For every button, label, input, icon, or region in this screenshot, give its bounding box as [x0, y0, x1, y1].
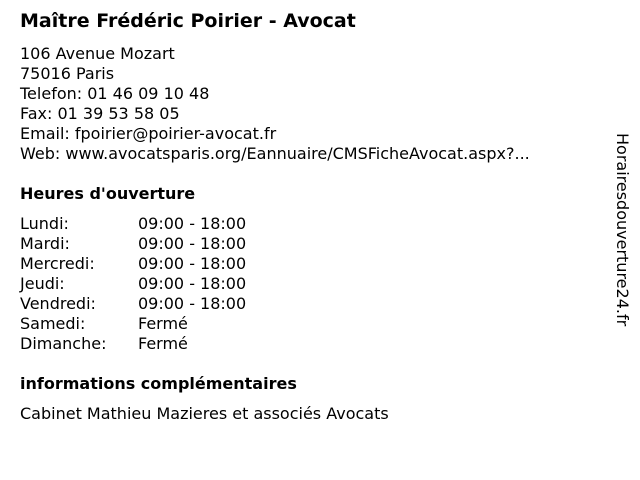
hours-row-tuesday: [20, 234, 280, 254]
day-label: Lundi:: [20, 214, 69, 233]
phone-number: Telefon: 01 46 09 10 48: [20, 84, 210, 103]
time-value: 09:00 - 18:00: [138, 274, 247, 293]
time-value: 09:00 - 18:00: [138, 254, 247, 273]
time-value: Fermé: [138, 314, 188, 333]
address-street: 106 Avenue Mozart: [20, 44, 175, 63]
site-watermark: Horairesdouverture24.fr: [613, 133, 632, 327]
time-value: 09:00 - 18:00: [138, 214, 247, 233]
day-label: Jeudi:: [20, 274, 65, 293]
opening-hours-heading: Heures d'ouverture: [20, 184, 196, 203]
day-label: Vendredi:: [20, 294, 96, 313]
page-title: Maître Frédéric Poirier - Avocat: [20, 10, 356, 32]
hours-row-saturday: [20, 314, 280, 334]
fax-number: Fax: 01 39 53 58 05: [20, 104, 180, 123]
opening-hours-table: [20, 214, 280, 354]
additional-info-text: Cabinet Mathieu Mazieres et associés Avocats: [20, 404, 389, 423]
day-label: Dimanche:: [20, 334, 107, 353]
hours-row-sunday: [20, 334, 280, 354]
additional-info-heading: informations complémentaires: [20, 374, 297, 393]
day-label: Mercredi:: [20, 254, 95, 273]
contact-block: [20, 44, 530, 164]
address-city: 75016 Paris: [20, 64, 115, 83]
hours-row-wednesday: [20, 254, 280, 274]
email-address: Email: fpoirier@poirier-avocat.fr: [20, 124, 277, 143]
day-label: Samedi:: [20, 314, 86, 333]
time-value: 09:00 - 18:00: [138, 234, 247, 253]
hours-row-friday: [20, 294, 280, 314]
day-label: Mardi:: [20, 234, 70, 253]
time-value: 09:00 - 18:00: [138, 294, 247, 313]
hours-row-monday: [20, 214, 280, 234]
time-value: Fermé: [138, 334, 188, 353]
website-link: Web: www.avocatsparis.org/Eannuaire/CMSFicheAvocat.aspx?...: [20, 144, 530, 163]
hours-row-thursday: [20, 274, 280, 294]
